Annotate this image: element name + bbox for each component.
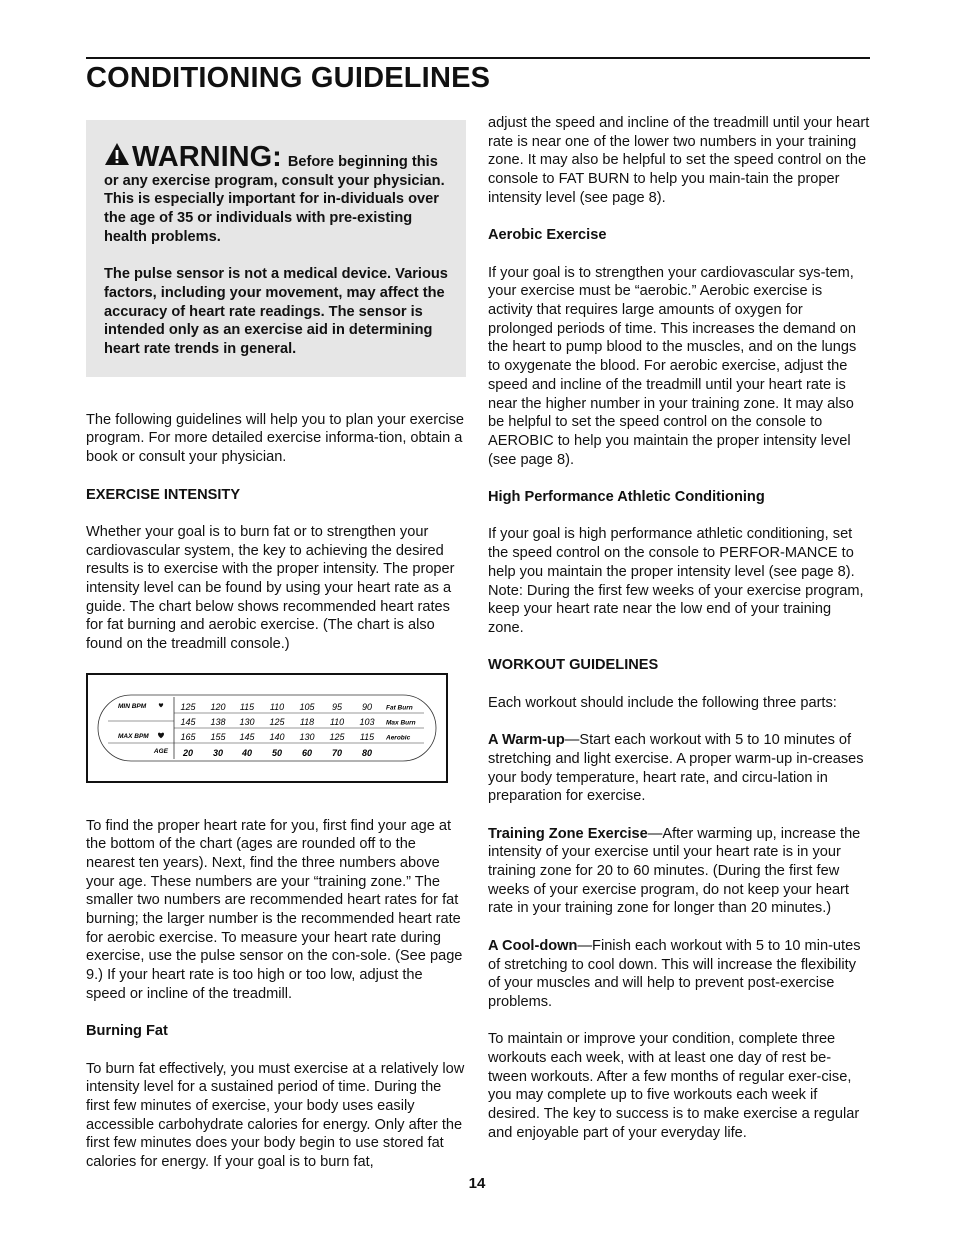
left-column: [86, 114, 466, 1191]
chart-row-name: Max Burn: [386, 719, 416, 727]
exercise-intensity-heading: EXERCISE INTENSITY: [86, 486, 241, 503]
chart-value: 118: [299, 716, 315, 727]
page-title: CONDITIONING GUIDELINES: [86, 62, 491, 94]
heart-icon: [159, 703, 163, 707]
right-column: [488, 114, 870, 1161]
chart-value: 103: [359, 716, 375, 727]
warm-up-text: —Start each workout with 5 to 10 minutes of stretching and light exercise. A proper warm-up in-creases your body temperature, heart rate, and circu-lation in preparation for exercise.: [488, 732, 864, 805]
chart-value: 115: [239, 701, 255, 712]
chart-value: 125: [269, 716, 285, 727]
chart-age-value: 30: [212, 747, 224, 758]
chart-row-name: Fat Burn: [386, 704, 413, 712]
top-rule: [86, 57, 870, 59]
chart-age-value: 80: [361, 747, 373, 758]
chart-value: 95: [331, 701, 343, 712]
warning-word: WARNING:: [132, 141, 282, 173]
burning-fat-heading: Burning Fat: [86, 1023, 168, 1040]
chart-value: 90: [361, 701, 373, 712]
warm-up-label: A Warm-up: [488, 732, 565, 749]
chart-value: 140: [269, 731, 285, 742]
chart-age-value: 40: [241, 747, 253, 758]
heart-rate-chart: [86, 673, 448, 783]
chart-value: 110: [269, 701, 285, 712]
chart-value: 125: [180, 701, 196, 712]
warning-triangle-icon: [104, 142, 130, 166]
warning-lead: [104, 142, 448, 247]
warm-up-paragraph: [488, 731, 870, 806]
warning-sensor-text: The pulse sensor is not a medical device. Various factors, including your movement, may affect the accuracy of heart rate readings. The sensor is intended only as an exercise aid in determining heart rate trends in general.: [104, 266, 448, 358]
max-bpm-label: MAX BPM: [118, 732, 149, 740]
chart-age-value: 20: [182, 747, 194, 758]
chart-value: 105: [299, 701, 315, 712]
aerobic-exercise-text: If your goal is to strengthen your cardiovascular sys-tem, your exercise must be “aerobic.” Aerobic exercise is activity that requires large amounts of oxygen for prolonged periods of time. This increases the demand on the heart to pump blood to the muscles, and on the lungs to oxygenate the blood. For aerobic exercise, adjust the speed and incline of the treadmill until your heart rate is near the higher number in your training zone. It may also be helpful to set the speed control on the console to AEROBIC to help you maintain the proper intensity level (see page 8).: [488, 264, 857, 468]
workout-guidelines-heading: WORKOUT GUIDELINES: [488, 657, 659, 674]
burning-fat-continued: adjust the speed and incline of the treadmill until your heart rate is near one of the lower two numbers in your training zone. It may also be helpful to set the speed control on the console to FAT BURN to help you main-tain the proper intensity level (see page 8).: [488, 115, 870, 206]
high-performance-text: If your goal is high performance athletic conditioning, set the speed control on the console to PERFOR-MANCE to help you maintain the proper intensity level (see page 8). Note: During the first few weeks of your exercise program, keep your heart rate near the low end of your training zone.: [488, 526, 864, 636]
page-number: 14: [468, 1175, 486, 1192]
cool-down-label: A Cool-down: [488, 937, 578, 954]
intro-text: The following guidelines will help you to plan your exercise program. For more detailed exercise informa-tion, obtain a book or consult your physician.: [86, 411, 465, 466]
chart-age-value: 60: [301, 747, 313, 758]
chart-value: 110: [329, 716, 345, 727]
age-label: AGE: [153, 747, 168, 755]
exercise-intensity-text: Whether your goal is to burn fat or to strengthen your cardiovascular system, the key to achieving the desired results is to exercise with the proper intensity. The proper intensity level can be found by using your heart rate as a guide. The chart below shows recommended heart rates for fat burning and aerobic exercise. (The chart is also found on the treadmill console.): [86, 523, 455, 653]
heart-rate-chart-svg: [88, 675, 446, 781]
cool-down-paragraph: [488, 937, 870, 1012]
chart-value: 120: [210, 701, 226, 712]
chart-age-value: 70: [331, 747, 343, 758]
find-heart-rate-text: To find the proper heart rate for you, first find your age at the bottom of the chart (ages are rounded off to the nearest ten years). Next, find the three numbers above your age. These numbers are your “training zone.” The smaller two numbers are recommended heart rates for fat burning; the larger number is the recommended heart rate for aerobic exercise. To measure your heart rate during exercise, use the pulse sensor on the con-sole. (See page 9.) If your heart rate is too high or too low, adjust the speed or incline of the treadmill.: [86, 817, 463, 1002]
chart-value: 145: [239, 731, 255, 742]
chart-row-name: Aerobic: [386, 734, 411, 742]
min-bpm-label: MIN BPM: [118, 702, 147, 710]
chart-value: 138: [210, 716, 226, 727]
high-performance-heading: High Performance Athletic Conditioning: [488, 489, 765, 506]
warning-heading: [104, 141, 288, 173]
burning-fat-text: To burn fat effectively, you must exercise at a relatively low intensity level for a sustained period of time. During the first few minutes of exercise, your body uses easily accessible carbohydrate calories for energy. Only after the first few minutes does your body begin to use stored fat calories for energy. If your goal is to burn fat,: [86, 1060, 465, 1171]
aerobic-exercise-heading: Aerobic Exercise: [488, 227, 607, 244]
maintain-condition-text: To maintain or improve your condition, complete three workouts each week, with at least one day of rest be-tween workouts. After a few months of regular exer-cise, you may complete up to five workouts each week if desired. The key to success is to make exercise a regular and enjoyable part of your everyday life.: [488, 1031, 860, 1141]
chart-value: 125: [329, 731, 345, 742]
chart-value: 130: [239, 716, 255, 727]
workout-intro-text: Each workout should include the following three parts:: [488, 694, 837, 711]
warning-box: [86, 120, 466, 377]
cool-down-text: —Finish each workout with 5 to 10 min-utes of stretching to cool down. This will increase the flexibility of your muscles and will help to prevent post-exercise problems.: [488, 937, 861, 1010]
chart-value: 145: [180, 716, 196, 727]
chart-value: 155: [210, 731, 226, 742]
heart-icon: [158, 732, 164, 738]
training-zone-text: —After warming up, increase the intensity of your exercise until your heart rate is in your training zone for 20 to 60 minutes. (During the first few weeks of your exercise program, do not keep your heart rate in your training zone for longer than 20 minutes.): [488, 825, 861, 917]
chart-value: 130: [299, 731, 315, 742]
chart-age-value: 50: [271, 747, 283, 758]
training-zone-paragraph: [488, 825, 870, 919]
chart-value: 115: [359, 731, 375, 742]
warning-lead-text: Before beginning this or any exercise program, consult your physician. This is especially important for in-dividuals over the age of 35 or individuals with pre-existing health problems.: [104, 154, 445, 245]
chart-value: 165: [180, 731, 196, 742]
training-zone-label: Training Zone Exercise: [488, 825, 648, 842]
